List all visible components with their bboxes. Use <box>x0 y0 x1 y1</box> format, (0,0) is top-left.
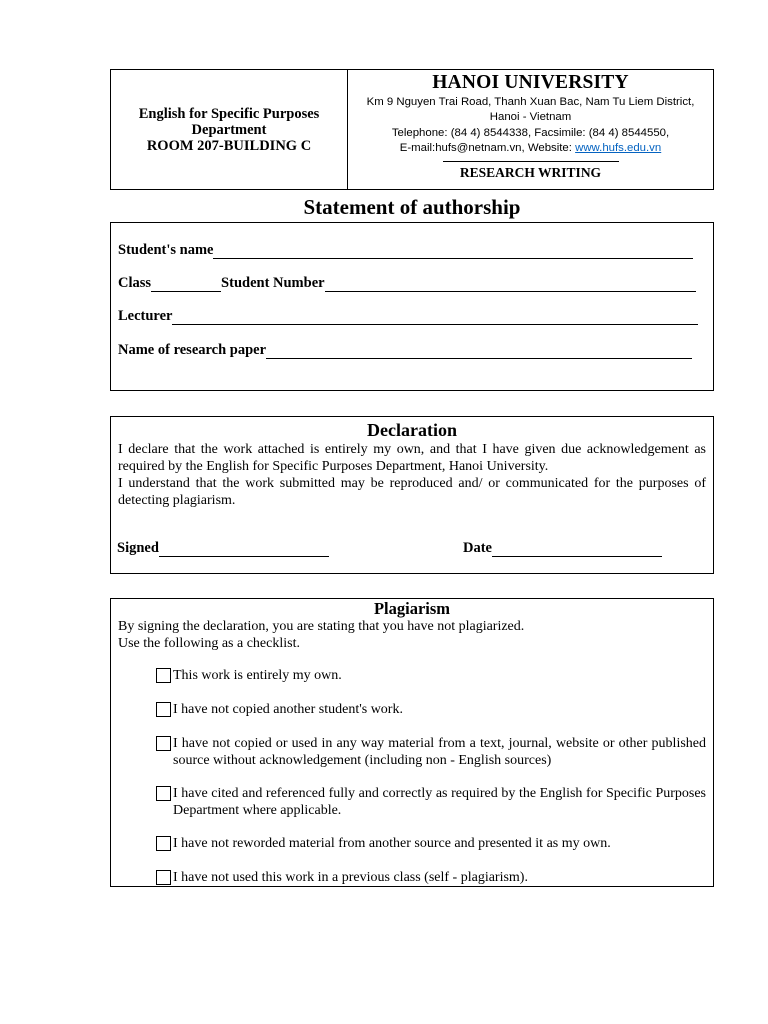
university-name: HANOI UNIVERSITY <box>432 72 629 93</box>
class-field[interactable] <box>151 277 221 292</box>
date-row <box>463 539 662 557</box>
checklist-text: I have not reworded material from another source and presented it as my own. <box>173 836 611 851</box>
website-link[interactable]: www.hufs.edu.vn <box>575 141 662 154</box>
checklist-text: I have not copied another student's work. <box>173 702 403 717</box>
plagiarism-title: Plagiarism <box>373 599 451 618</box>
lecturer-row <box>118 307 698 325</box>
room-label: ROOM 207-BUILDING C <box>146 137 312 154</box>
student-info-box <box>110 222 714 391</box>
checkbox[interactable] <box>156 668 171 683</box>
lecturer-label: Lecturer <box>118 308 173 324</box>
phone-line: Telephone: (84 4) 8544338, Facsimile: (84 4) 8544550, <box>391 126 670 139</box>
checklist-text: This work is entirely my own. <box>173 668 342 683</box>
checklist-item <box>156 667 706 684</box>
date-label: Date <box>463 540 492 556</box>
checklist-item <box>156 735 706 769</box>
declaration-text-1: I declare that the work attached is entirely my own, and that I have given due acknowledgement as required by the English for Specific Purposes Department, Hanoi University. <box>118 442 706 474</box>
checklist-text: I have cited and referenced fully and correctly as required by the English for Specific Purposes Department where applicable. <box>173 786 706 818</box>
checkbox[interactable] <box>156 786 171 801</box>
checklist-item <box>156 835 706 852</box>
student-name-row <box>118 241 693 259</box>
signed-label: Signed <box>117 540 159 556</box>
paper-name-field[interactable] <box>266 344 692 359</box>
checkbox[interactable] <box>156 836 171 851</box>
checklist-item <box>156 785 706 819</box>
paper-name-row <box>118 341 692 359</box>
class-row <box>118 274 696 292</box>
checkbox[interactable] <box>156 870 171 885</box>
signed-row <box>117 539 329 557</box>
checklist-item <box>156 701 706 718</box>
department-block <box>111 70 348 189</box>
checklist-item <box>156 869 706 886</box>
plagiarism-intro-1: By signing the declaration, you are stating that you have not plagiarized. <box>118 619 525 634</box>
checklist-text: I have not used this work in a previous class (self - plagiarism). <box>173 870 528 885</box>
date-field[interactable] <box>492 542 662 557</box>
header-divider <box>443 161 619 162</box>
checklist-text: I have not copied or used in any way material from a text, journal, website or other published source without acknowledgement (including non - English sources) <box>173 736 706 768</box>
plagiarism-box <box>110 598 714 887</box>
email-text: E-mail:hufs@netnam.vn, Website: <box>399 141 576 154</box>
checkbox[interactable] <box>156 736 171 751</box>
department-name-line1: English for Specific Purposes <box>138 105 320 122</box>
course-title: RESEARCH WRITING <box>459 165 602 181</box>
address-line1: Km 9 Nguyen Trai Road, Thanh Xuan Bac, Nam Tu Liem District, <box>366 96 695 108</box>
university-block <box>348 70 713 189</box>
address-line2: Hanoi - Vietnam <box>489 111 572 124</box>
contact-line <box>348 141 713 156</box>
student-number-label: Student Number <box>221 275 325 291</box>
statement-title: Statement of authorship <box>303 195 521 219</box>
declaration-title: Declaration <box>367 420 457 440</box>
class-label: Class <box>118 275 152 291</box>
signature-field[interactable] <box>159 542 329 557</box>
lecturer-field[interactable] <box>172 310 698 325</box>
student-name-label: Student's name <box>118 242 214 258</box>
student-number-field[interactable] <box>325 277 696 292</box>
declaration-text-2: I understand that the work submitted may be reproduced and/ or communicated for the purposes of detecting plagiarism. <box>118 476 706 508</box>
header-box <box>110 69 714 190</box>
department-name-line2: Department <box>191 121 267 138</box>
checkbox[interactable] <box>156 702 171 717</box>
student-name-field[interactable] <box>213 244 693 259</box>
plagiarism-intro-2: Use the following as a checklist. <box>118 636 300 651</box>
paper-name-label: Name of research paper <box>118 342 267 358</box>
